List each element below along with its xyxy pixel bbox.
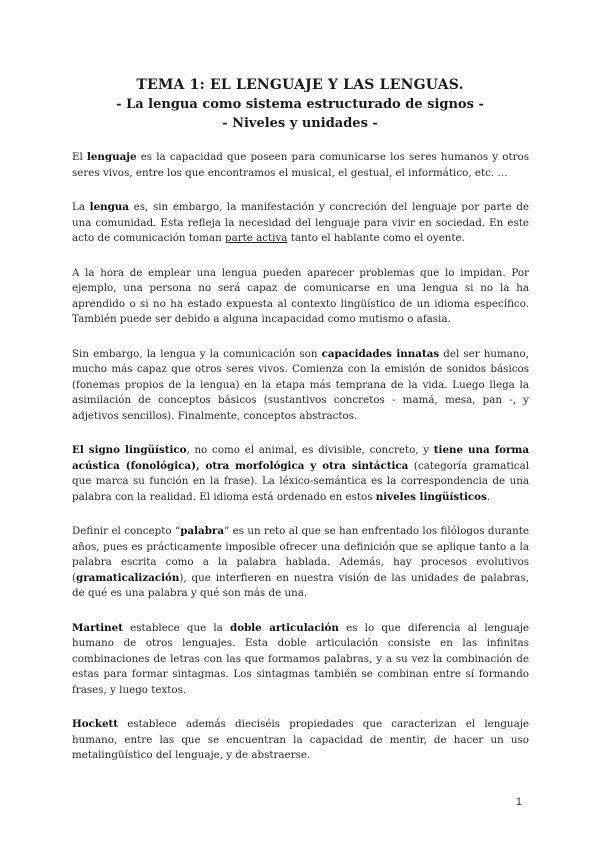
page-subtitle-2: - Niveles y unidades - (222, 116, 378, 131)
text-run: Definir el concepto “ (72, 525, 181, 537)
text-run: A la hora de emplear una lengua pueden aparecer problemas que lo impidan. Por ejemplo, una persona no será capaz de comunicarse en una lengua si no la ha aprendido o si no ha estado expuesta al contexto lingüístico de un idioma específico. También puede ser debido a alguna incapacidad como mutismo o afasia. (72, 266, 529, 325)
text-run: es la capacidad que poseen para comunicarse los seres humanos y otros seres vivos, entre los que encontramos el musical, el gestual, el informático, etc. … (72, 151, 529, 179)
page-number: 1 (515, 796, 522, 808)
text-run: . (486, 490, 491, 503)
bold-term: doble articulación (230, 621, 339, 634)
text-run: , no como el animal, es divisible, concreto, y (186, 444, 434, 456)
text-run: es lo que diferencia al lenguaje humano de otros lenguajes. Esta doble articulación consiste en las infinitas combinaciones de letras con las que formamos palabras, y a su vez la combinación de estas para formar sintagmas. Los sintagmas también se combinan entre sí formando frases, y luego textos. (72, 621, 529, 696)
text-run: (categoría gramatical que marca su función en la frase). La léxico-semántica es la correspondencia de una palabra con la realidad. El idioma está ordenado en estos (72, 459, 529, 503)
paragraph-capacidades (72, 347, 529, 425)
paragraph-lengua (72, 200, 529, 247)
page-subtitle: - La lengua como sistema estructurado de signos - (116, 97, 484, 112)
text-run: ” es un reto al que se han enfrentado los filólogos durante años, pues es prácticamente imposible ofrecer una definición que se aplique tanto a la palabra escrita como a la palabra hablada. Además, hay procesos evolutivos ( (72, 525, 529, 584)
text-run: tanto el hablante como el oyente. (287, 232, 465, 244)
bold-term: niveles lingüísticos (375, 490, 487, 503)
underlined-term: parte activa (224, 232, 288, 244)
bold-term: tiene una forma acústica (fonológica), otra morfológica y otra sintáctica (72, 444, 530, 472)
bold-term: Martinet (72, 621, 123, 634)
paragraph-martinet (72, 621, 529, 699)
bold-term: El signo lingüístico (72, 444, 187, 456)
title-block (0, 76, 600, 133)
bold-term: palabra (180, 525, 224, 537)
page-title: TEMA 1: EL LENGUAJE Y LAS LENGUAS. (136, 77, 464, 93)
text-run: es, sin embargo, la manifestación y concreción del lenguaje por parte de una comunidad. Esta refleja la necesidad del lenguaje para vivir en sociedad. En este acto de comunicación toman (72, 201, 530, 244)
bold-term: lenguaje (86, 151, 137, 163)
text-run: establece además dieciséis propiedades que caracterizan el lenguaje humano, entre las que se encuentran la capacidad de mentir, de hacer un uso metalingüístico del lenguaje, y de abstraerse. (72, 718, 529, 761)
text-run: establece que la (122, 621, 230, 634)
document-body (72, 150, 529, 783)
paragraph-signo (72, 443, 529, 505)
text-run: El (72, 151, 87, 163)
paragraph-problemas (72, 266, 529, 328)
text-run: ), que interfieren en nuestra visión de las unidades de palabras, de qué es una palabra y qué son más de una. (72, 571, 529, 599)
paragraph-hockett (72, 717, 529, 764)
text-run: Sin embargo, la lengua y la comunicación son (72, 347, 322, 360)
text-run: del ser humano, mucho más capaz que otros seres vivos. Comienza con la emisión de sonidos básicos (fonemas propios de la lengua) en la etapa más temprana de la vida. Luego llega la asimilación de conceptos básicos (sustantivos concretos - mamá, mesa, pan -, y adjetivos sencillos). Finalmente, conceptos abstractos. (72, 347, 530, 422)
bold-term: lengua (89, 201, 129, 213)
bold-term: gramaticalización (76, 571, 180, 584)
bold-term: capacidades innatas (321, 347, 440, 360)
text-run: La (72, 201, 90, 213)
bold-term: Hockett (72, 718, 119, 730)
paragraph-palabra (72, 524, 529, 602)
paragraph-lenguaje (72, 150, 529, 181)
